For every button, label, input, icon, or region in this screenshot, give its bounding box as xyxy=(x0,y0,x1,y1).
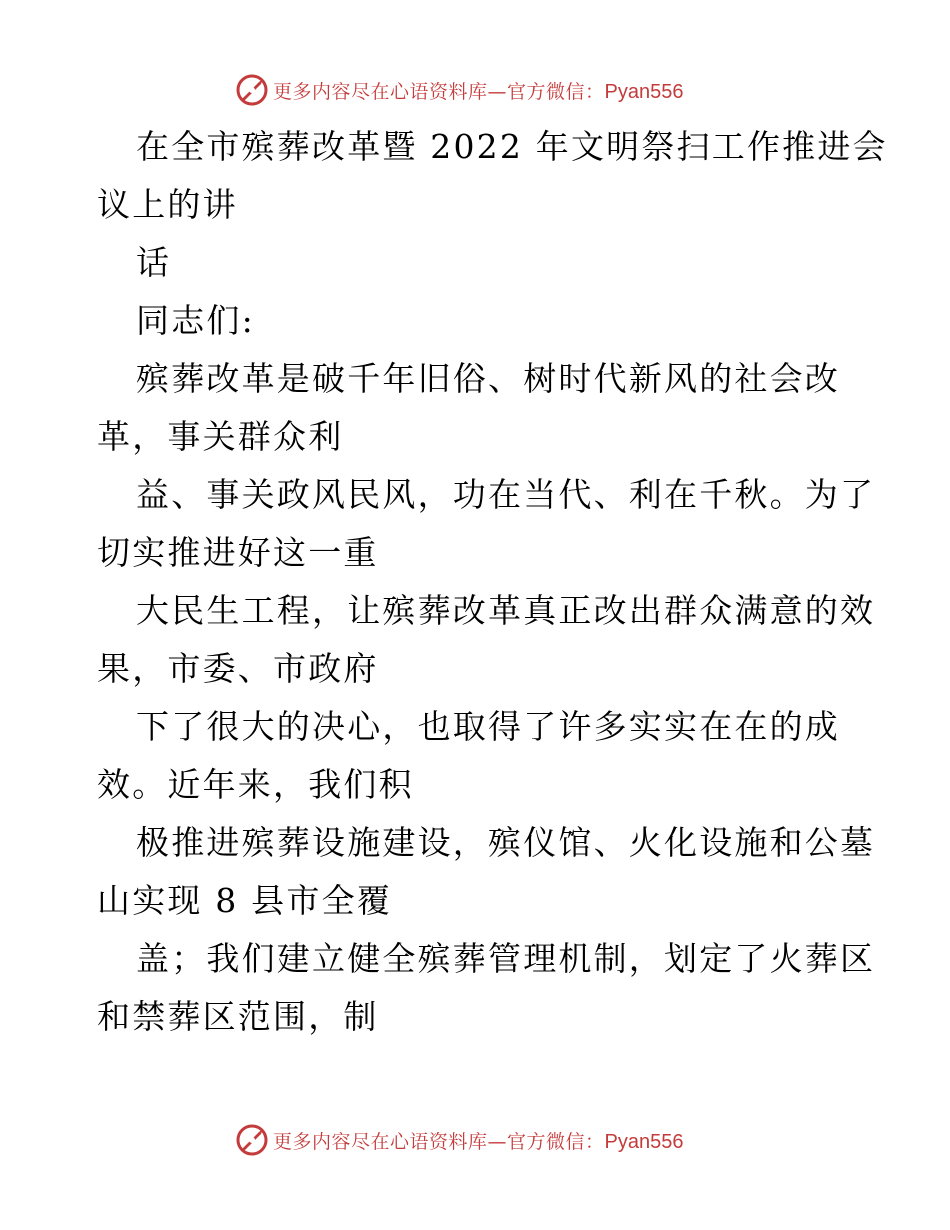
text-line: 话 xyxy=(136,243,172,282)
text-line: 同志们: xyxy=(136,301,255,340)
text-line: 盖；我们建立健全殡葬管理机制，划定了火葬区 xyxy=(136,939,876,978)
text-line: 议上的讲 xyxy=(97,185,238,224)
watermark-text: 更多内容尽在心语资料库—官方微信： xyxy=(273,1130,605,1153)
text-line: 极推进殡葬设施建设，殡仪馆、火化设施和公墓 xyxy=(136,823,876,862)
text-line: 果，市委、市政府 xyxy=(97,649,379,688)
watermark-id: Pyan556 xyxy=(604,1130,684,1153)
text-line: 下了很大的决心，也取得了许多实实在在的成 xyxy=(136,707,840,746)
text-line: 在全市殡葬改革暨 2022 年文明祭扫工作推进会 xyxy=(136,127,888,166)
text-line: 益、事关政风民风，功在当代、利在千秋。为了 xyxy=(136,475,876,514)
text-line: 革，事关群众利 xyxy=(97,417,344,456)
watermark-id: Pyan556 xyxy=(604,80,684,103)
header-watermark xyxy=(235,72,683,108)
text-line: 山实现 8 县市全覆 xyxy=(97,881,392,920)
quill-logo-icon xyxy=(235,73,269,107)
text-line: 大民生工程，让殡葬改革真正改出群众满意的效 xyxy=(136,591,876,630)
text-line: 殡葬改革是破千年旧俗、树时代新风的社会改 xyxy=(136,359,840,398)
text-line: 切实推进好这一重 xyxy=(97,533,379,572)
footer-watermark xyxy=(235,1122,683,1158)
quill-logo-icon xyxy=(235,1123,269,1157)
text-line: 效。近年来，我们积 xyxy=(97,765,414,804)
text-line: 和禁葬区范围，制 xyxy=(97,997,379,1036)
watermark-text: 更多内容尽在心语资料库—官方微信： xyxy=(273,80,605,103)
